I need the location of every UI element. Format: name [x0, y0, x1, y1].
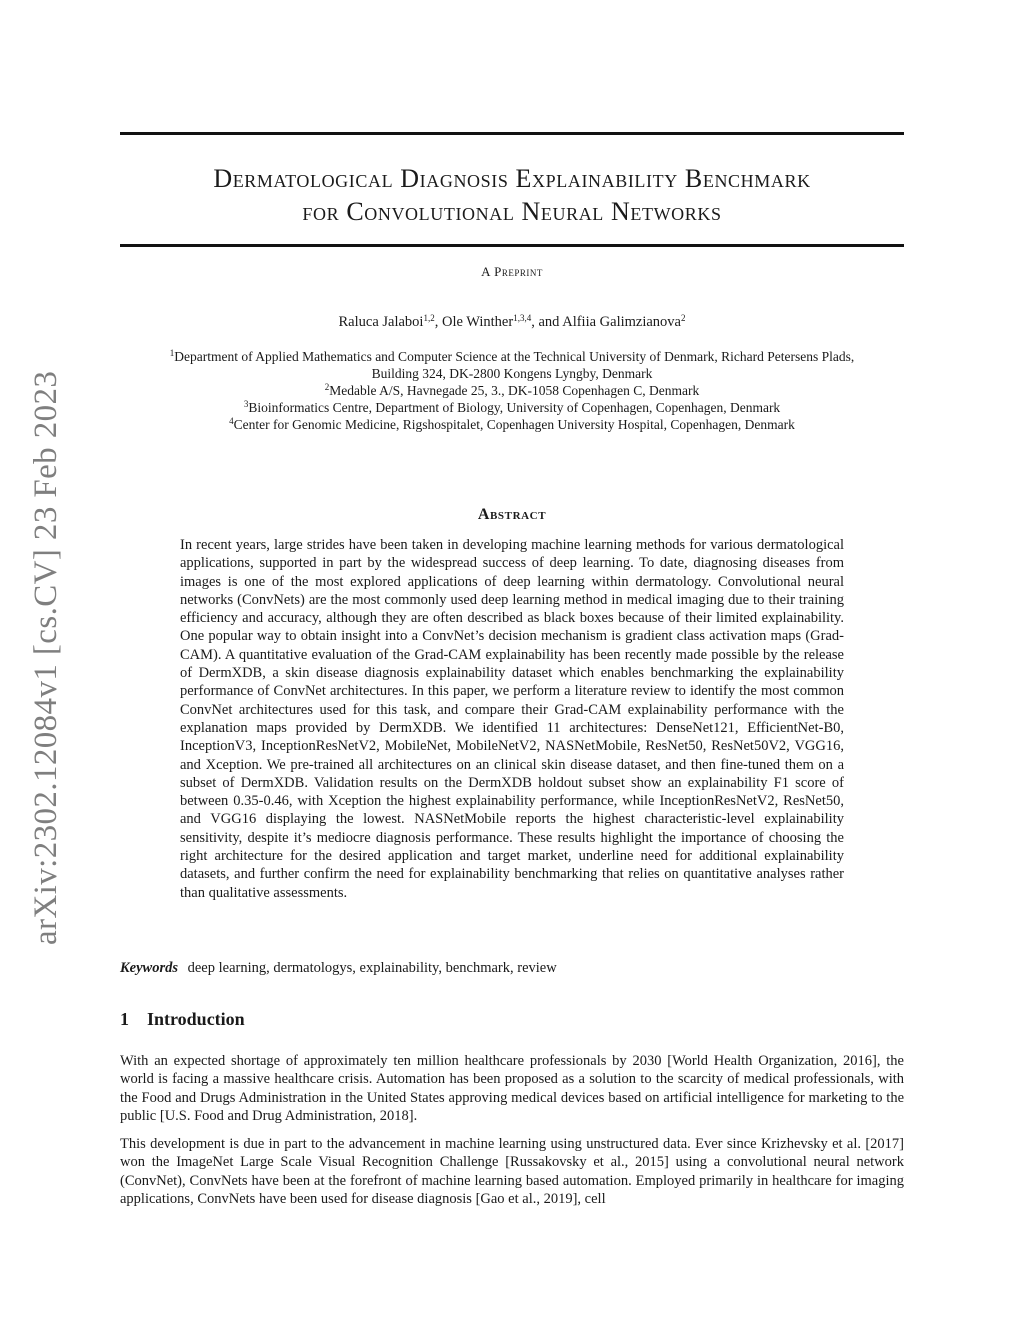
author-name: Ole Winther: [441, 314, 514, 330]
affiliation-item: [120, 399, 904, 416]
affiliation-text: Bioinformatics Centre, Department of Biology, University of Copenhagen, Copenhagen, Denmark: [248, 400, 781, 415]
affiliation-list: [120, 348, 904, 433]
body-paragraph: With an expected shortage of approximately ten million healthcare professionals by 2030 [World Health Organization, 2016], the world is facing a massive healthcare crisis. Automation has been proposed as a solution to the scarcity of medical professionals, with the Food and Drugs Administration in the United States approving medical devices based on artificial intelligence for marketing to the public [U.S. Food and Drug Administration, 2018].: [120, 1053, 904, 1124]
paper-title: [120, 162, 904, 228]
affiliation-item: [120, 348, 904, 365]
abstract-text: In recent years, large strides have been taken in developing machine learning methods for various dermatological applications, supported in part by the widespread success of deep learning. To date, diagnosing diseases from images is one of the most explored applications of deep learning within dermatology. Convolutional neural networks (ConvNets) are the most commonly used deep learning method in medical imaging due to their training efficiency and accuracy, although they are often described as black boxes because of their limited explainability. One popular way to obtain insight into a ConvNet’s decision mechanism is gradient class activation maps (Grad-CAM). A quantitative evaluation of the Grad-CAM explainability has been recently made possible by the release of DermXDB, a skin disease diagnosis explainability dataset which enables benchmarking the explainability performance of ConvNet architectures. In this paper, we perform a literature review to identify the most common ConvNet architectures used for this task, and compare their Grad-CAM explainability performance with the explanation maps provided by DermXDB. We identified 11 architectures: DenseNet121, EfficientNet-B0, InceptionV3, InceptionResNetV2, MobileNet, MobileNetV2, NASNetMobile, ResNet50, ResNet50V2, VGG16, and Xception. We pre-trained all architectures on an clinical skin disease dataset, and then fine-tuned them on a subset of DermXDB. Validation results on the DermXDB holdout subset show an explainability F1 score of between 0.35-0.46, with Xception the highest explainability performance, while InceptionResNetV2, ResNet50, and VGG16 displaying the lowest. NASNetMobile reports the highest characteristic-level explainability sensitivity, despite it’s mediocre diagnosis performance. These results highlight the importance of choosing the right architecture for the desired application and target market, underline need for additional explainability datasets, and further confirm the need for explainability benchmarking that relies on quantitative analyses rather than qualitative assessments.: [180, 537, 844, 901]
author-affiliation-marker: 1,3,4: [513, 313, 532, 323]
paper-title-line-1: Dermatological Diagnosis Explainability Benchmark: [213, 164, 811, 193]
affiliation-marker: 3: [243, 399, 249, 409]
author-affiliation-marker: 2: [681, 313, 686, 323]
arxiv-sidebar-stamp: arXiv:2302.12084v1 [cs.CV] 23 Feb 2023: [28, 370, 64, 945]
affiliation-marker: 4: [229, 416, 234, 426]
affiliation-text: Medable A/S, Havnegade 25, 3., DK-1058 Copenhagen C, Denmark: [329, 383, 700, 398]
paper-title-line-2: for Convolutional Neural Networks: [302, 197, 722, 226]
section-number: 1: [120, 1009, 129, 1029]
keywords-text: deep learning, dermatologys, explainability, benchmark, review: [187, 960, 557, 976]
affiliation-item: [120, 382, 904, 399]
keywords-line: [120, 960, 904, 977]
title-top-rule: [120, 132, 904, 135]
title-bottom-rule: [120, 244, 904, 247]
author-list: [120, 314, 904, 331]
author-separator: , and: [531, 314, 563, 330]
affiliation-text: Center for Genomic Medicine, Rigshospitalet, Copenhagen University Hospital, Copenhagen, Denmark: [233, 417, 795, 432]
affiliation-marker: 2: [324, 382, 330, 392]
keywords-label: Keywords: [120, 960, 178, 976]
author-affiliation-marker: 1,2: [423, 313, 435, 323]
affiliation-marker: 1: [169, 348, 175, 358]
body-paragraph: This development is due in part to the advancement in machine learning using unstructured data. Ever since Krizhevsky et al. [2017] won the ImageNet Large Scale Visual Recognition Challenge [Russakovsky et al., 2015] using a convolutional neural network (ConvNet), ConvNets have been at the forefront of machine learning based automation. Employed primarily in healthcare for imaging applications, ConvNets have been used for disease diagnosis [Gao et al., 2019], cell: [120, 1136, 904, 1207]
affiliation-text: Department of Applied Mathematics and Computer Science at the Technical University of Denmark, Richard Petersens Plads,: [174, 349, 855, 364]
affiliation-text: Building 324, DK-2800 Kongens Lyngby, Denmark: [371, 366, 653, 381]
section-title: Introduction: [147, 1009, 245, 1029]
author-separator: ,: [434, 314, 442, 330]
preprint-label: A Preprint: [481, 264, 543, 279]
section-heading-introduction: [120, 1009, 245, 1030]
author-name: Alfiia Galimzianova: [562, 314, 681, 330]
affiliation-item: [120, 365, 904, 382]
abstract-heading: Abstract: [477, 506, 547, 523]
author-name: Raluca Jalaboi: [338, 314, 424, 330]
affiliation-item: [120, 416, 904, 433]
